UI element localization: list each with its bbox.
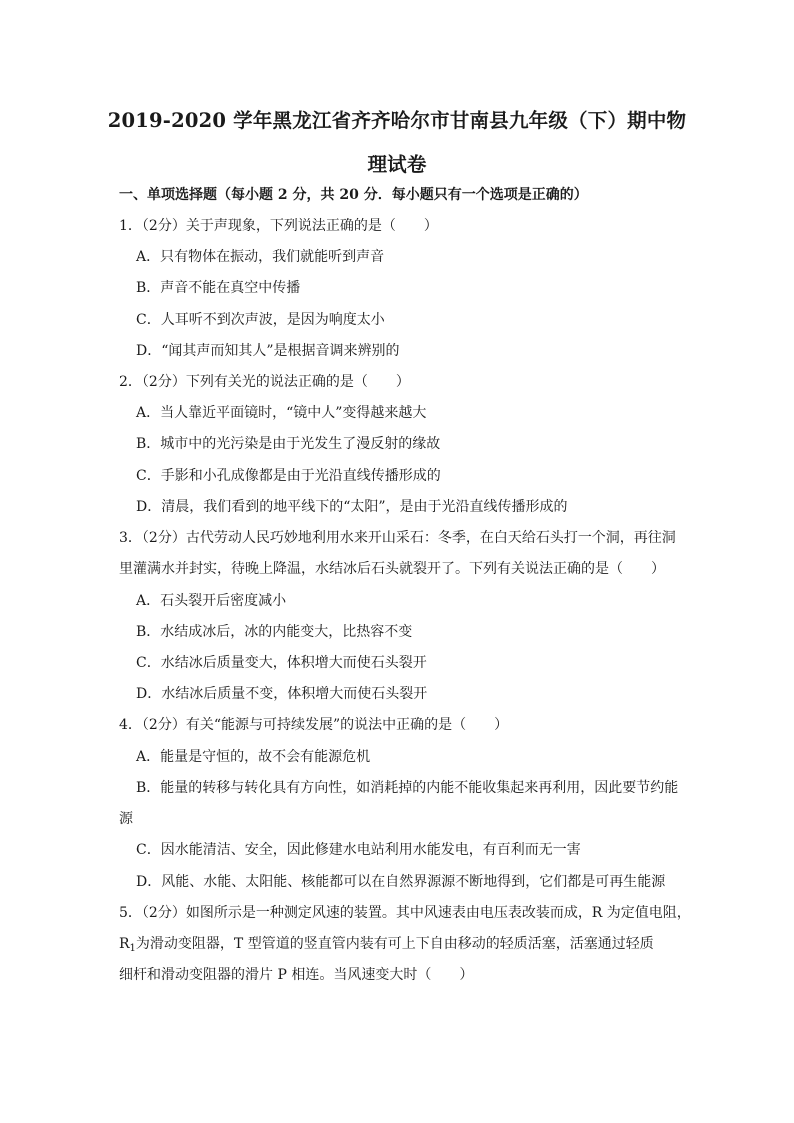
question-2-option-b: B．城市中的光污染是由于光发生了漫反射的缘故 bbox=[136, 436, 441, 452]
question-3-stem-line2: 里灌满水并封实，待晚上降温，水结冰后石头就裂开了。下列有关说法正确的是（ ） bbox=[119, 561, 665, 577]
exam-title-line2: 理试卷 bbox=[367, 153, 427, 176]
question-1-option-b: B．声音不能在真空中传播 bbox=[136, 280, 301, 296]
question-3-option-b: B．水结成冰后，冰的内能变大，比热容不变 bbox=[136, 624, 413, 640]
question-1-option-d: D．“闻其声而知其人”是根据音调来辨别的 bbox=[136, 343, 400, 359]
question-1-option-a: A．只有物体在振动，我们就能听到声音 bbox=[136, 249, 385, 265]
question-3-stem-line1: 3．（2分）古代劳动人民巧妙地利用水来开山采石：冬季，在白天给石头打一个洞，再往洞 bbox=[119, 530, 676, 546]
question-5-stem-line2 bbox=[119, 935, 654, 953]
question-4-option-c: C．因水能清洁、安全，因此修建水电站利用水能发电，有百利而无一害 bbox=[136, 842, 581, 858]
question-1-stem: 1．（2分）关于声现象，下列说法正确的是（ ） bbox=[119, 218, 438, 234]
question-2-option-a: A．当人靠近平面镜时，“镜中人”变得越来越大 bbox=[136, 405, 427, 421]
question-2-stem: 2．（2分）下列有关光的说法正确的是（ ） bbox=[119, 374, 410, 390]
question-1-option-c: C．人耳听不到次声波，是因为响度太小 bbox=[136, 312, 385, 328]
exam-title-line1: 2019-2020 学年黑龙江省齐齐哈尔市甘南县九年级（下）期中物 bbox=[107, 109, 687, 132]
question-5-stem-line2-text: 为滑动变阻器，T 型管道的竖直管内装有可上下自由移动的轻质活塞，活塞通过轻质 bbox=[135, 936, 654, 952]
section-heading: 一、单项选择题（每小题 2 分，共 20 分．每小题只有一个选项是正确的） bbox=[119, 187, 588, 203]
question-4-option-b: B．能量的转移与转化具有方向性，如消耗掉的内能不能收集起来再利用，因此要节约能 bbox=[136, 780, 679, 796]
question-5-stem-line1: 5．（2分）如图所示是一种测定风速的装置。其中风速表由电压表改装而成，R 为定值电阻， bbox=[119, 905, 691, 921]
question-3-option-a: A．石头裂开后密度减小 bbox=[136, 593, 287, 609]
question-4-option-d: D．风能、水能、太阳能、核能都可以在自然界源源不断地得到，它们都是可再生能源 bbox=[136, 874, 666, 890]
question-2-option-c: C．手影和小孔成像都是由于光沿直线传播形成的 bbox=[136, 468, 441, 484]
question-2-option-d: D．清晨，我们看到的地平线下的“太阳”，是由于光沿直线传播形成的 bbox=[136, 499, 568, 515]
question-4-stem: 4．（2分）有关“能源与可持续发展”的说法中正确的是（ ） bbox=[119, 717, 509, 733]
question-4-option-a: A．能量是守恒的，故不会有能源危机 bbox=[136, 749, 371, 765]
question-3-option-c: C．水结冰后质量变大，体积增大而使石头裂开 bbox=[136, 655, 427, 671]
resistor-subscript: 1 bbox=[129, 943, 136, 954]
question-3-option-d: D．水结冰后质量不变，体积增大而使石头裂开 bbox=[136, 686, 428, 702]
resistor-symbol: R bbox=[119, 936, 130, 952]
question-4-option-b-continued: 源 bbox=[119, 811, 133, 827]
question-5-stem-line3: 细杆和滑动变阻器的滑片 P 相连。当风速变大时（ ） bbox=[119, 967, 474, 983]
